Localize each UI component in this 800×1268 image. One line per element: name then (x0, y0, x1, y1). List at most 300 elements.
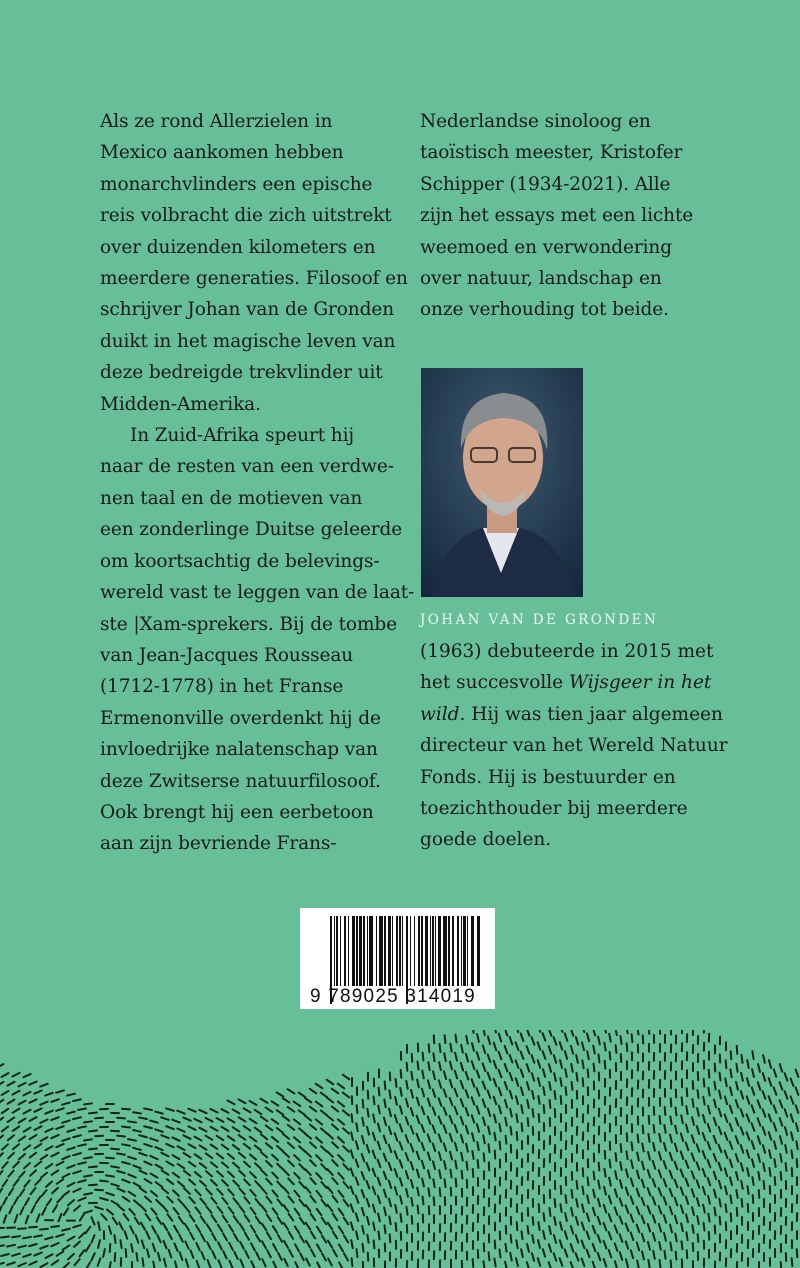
pattern-dash (19, 1154, 25, 1159)
pattern-dash (582, 1030, 585, 1032)
pattern-dash (262, 1206, 267, 1212)
pattern-dash (730, 1124, 733, 1132)
pattern-dash (455, 1053, 457, 1061)
pattern-dash (256, 1217, 261, 1224)
pattern-dash (200, 1163, 206, 1168)
pattern-dash (637, 1189, 640, 1197)
book-title: Wijsgeer in het (569, 672, 712, 694)
pattern-dash (111, 1149, 119, 1150)
pattern-dash (433, 1053, 434, 1061)
pattern-dash (122, 1180, 129, 1183)
pattern-dash (472, 1030, 473, 1033)
pattern-dash (532, 1253, 534, 1261)
pattern-dash (400, 1196, 402, 1204)
pattern-dash (472, 1079, 475, 1087)
pattern-dash (273, 1262, 276, 1268)
pattern-dash (184, 1171, 190, 1176)
pattern-dash (162, 1188, 168, 1193)
pattern-dash (91, 1253, 94, 1260)
pattern-dash (68, 1237, 75, 1241)
pattern-dash (327, 1151, 333, 1157)
pattern-dash (115, 1253, 116, 1261)
pattern-dash (434, 1197, 435, 1205)
pattern-dash (117, 1171, 125, 1173)
pattern-dash (703, 1151, 706, 1158)
pattern-dash (747, 1096, 750, 1104)
pattern-dash (631, 1214, 634, 1221)
pattern-dash (598, 1055, 599, 1063)
pattern-dash (730, 1105, 732, 1113)
pattern-dash (543, 1249, 545, 1257)
pattern-dash (134, 1200, 140, 1205)
pattern-dash (664, 1215, 666, 1223)
pattern-dash (305, 1098, 312, 1103)
pattern-dash (582, 1204, 584, 1212)
pattern-dash (444, 1089, 447, 1097)
pattern-dash (697, 1198, 699, 1206)
pattern-dash (266, 1197, 271, 1203)
pattern-dash (3, 1180, 8, 1186)
pattern-dash (244, 1162, 250, 1167)
pattern-dash (533, 1217, 534, 1225)
pattern-dash (774, 1123, 776, 1131)
pattern-dash (395, 1187, 397, 1195)
pattern-dash (682, 1097, 683, 1105)
pattern-dash (205, 1118, 212, 1122)
pattern-dash (7, 1082, 14, 1086)
pattern-dash (67, 1094, 75, 1096)
pattern-dash (356, 1177, 359, 1184)
pattern-dash (86, 1262, 90, 1268)
pattern-dash (588, 1177, 589, 1185)
pattern-dash (321, 1146, 327, 1152)
pattern-dash (384, 1099, 385, 1107)
pattern-dash (719, 1181, 721, 1189)
pattern-dash (373, 1151, 376, 1159)
pattern-dash (278, 1217, 283, 1224)
pattern-dash (587, 1051, 589, 1059)
dash-pattern-decoration (0, 1030, 800, 1268)
pattern-dash (411, 1162, 413, 1170)
pattern-dash (24, 1127, 31, 1131)
pattern-dash (139, 1117, 147, 1119)
blurb-line: van Jean-Jacques Rousseau (100, 644, 354, 666)
pattern-dash (577, 1181, 578, 1189)
pattern-dash (277, 1110, 284, 1115)
pattern-dash (587, 1232, 590, 1240)
pattern-dash (339, 1262, 343, 1268)
pattern-dash (29, 1099, 36, 1102)
pattern-dash (0, 1189, 2, 1196)
pattern-dash (686, 1106, 687, 1114)
pattern-dash (664, 1197, 667, 1205)
pattern-dash (35, 1179, 41, 1185)
pattern-dash (692, 1153, 695, 1161)
pattern-dash (686, 1214, 688, 1222)
pattern-dash (299, 1164, 305, 1170)
pattern-dash (741, 1109, 744, 1117)
pattern-dash (516, 1060, 519, 1068)
pattern-dash (489, 1252, 490, 1260)
pattern-dash (272, 1101, 279, 1105)
pattern-dash (35, 1162, 41, 1167)
pattern-dash (615, 1171, 617, 1179)
pattern-dash (560, 1240, 562, 1248)
pattern-dash (173, 1190, 179, 1195)
pattern-dash (433, 1107, 436, 1115)
pattern-dash (648, 1170, 650, 1178)
pattern-dash (664, 1251, 665, 1259)
pattern-dash (576, 1073, 577, 1081)
pattern-dash (725, 1186, 727, 1194)
blurb-line: meerdere generaties. Filosoof en (100, 268, 408, 290)
pattern-dash (697, 1090, 698, 1098)
pattern-dash (67, 1130, 75, 1132)
pattern-dash (212, 1233, 216, 1240)
pattern-dash (84, 1175, 92, 1176)
pattern-dash (73, 1099, 81, 1101)
pattern-dash (321, 1093, 328, 1098)
pattern-dash (200, 1145, 207, 1149)
pattern-dash (455, 1071, 457, 1079)
pattern-dash (653, 1251, 654, 1259)
pattern-dash (310, 1089, 317, 1094)
pattern-dash (327, 1169, 332, 1175)
pattern-dash (343, 1128, 349, 1133)
pattern-dash (338, 1155, 344, 1161)
pattern-dash (554, 1235, 556, 1243)
pattern-dash (583, 1078, 584, 1086)
pattern-dash (664, 1161, 667, 1169)
blurb-line: invloedrijke nalatenschap van (100, 739, 378, 761)
pattern-dash (763, 1145, 765, 1153)
pattern-dash (450, 1062, 452, 1070)
pattern-dash (56, 1126, 64, 1129)
pattern-dash (129, 1192, 136, 1196)
pattern-dash (516, 1042, 519, 1050)
pattern-dash (791, 1150, 792, 1158)
pattern-dash (34, 1253, 41, 1256)
pattern-dash (609, 1214, 612, 1222)
pattern-dash (445, 1035, 446, 1043)
pattern-dash (267, 1232, 271, 1239)
pattern-dash (30, 1135, 37, 1139)
pattern-dash (576, 1199, 577, 1207)
pattern-dash (576, 1055, 578, 1063)
pattern-dash (653, 1143, 655, 1151)
pattern-dash (593, 1030, 595, 1035)
pattern-dash (333, 1214, 338, 1221)
pattern-dash (797, 1249, 798, 1257)
pattern-dash (499, 1052, 502, 1060)
pattern-dash (604, 1043, 605, 1051)
pattern-dash (708, 1160, 711, 1168)
pattern-dash (150, 1121, 158, 1123)
pattern-dash (389, 1108, 391, 1116)
author-bio (420, 636, 728, 856)
pattern-dash (317, 1209, 322, 1215)
pattern-dash (653, 1233, 655, 1241)
pattern-dash (212, 1215, 217, 1222)
pattern-dash (80, 1214, 84, 1221)
pattern-dash (117, 1136, 125, 1137)
pattern-dash (13, 1126, 20, 1131)
pattern-dash (422, 1143, 425, 1151)
pattern-dash (550, 1100, 551, 1108)
pattern-dash (74, 1206, 80, 1211)
pattern-dash (322, 1236, 326, 1243)
pattern-dash (467, 1162, 468, 1170)
pattern-dash (299, 1128, 305, 1133)
pattern-dash (332, 1178, 337, 1184)
pattern-dash (521, 1051, 524, 1058)
pattern-dash (34, 1108, 41, 1111)
pattern-dash (98, 1240, 100, 1248)
pattern-dash (201, 1234, 205, 1241)
pattern-dash (792, 1258, 793, 1266)
pattern-dash (632, 1034, 633, 1042)
pattern-dash (155, 1112, 163, 1114)
pattern-dash (29, 1081, 36, 1084)
pattern-dash (428, 1170, 430, 1178)
pattern-dash (239, 1171, 245, 1176)
pattern-dash (615, 1261, 617, 1268)
pattern-dash (752, 1105, 755, 1113)
pattern-dash (736, 1064, 737, 1072)
pattern-dash (539, 1114, 540, 1122)
pattern-dash (14, 1197, 18, 1204)
pattern-dash (62, 1103, 70, 1105)
pattern-dash (769, 1114, 772, 1122)
pattern-dash (511, 1127, 512, 1135)
pattern-dash (692, 1225, 693, 1233)
pattern-dash (505, 1262, 507, 1268)
pattern-dash (67, 1165, 74, 1168)
pattern-dash (200, 1199, 205, 1205)
pattern-dash (362, 1190, 365, 1198)
pattern-dash (444, 1107, 447, 1114)
pattern-dash (14, 1180, 19, 1186)
pattern-dash (527, 1262, 529, 1268)
pattern-dash (406, 1081, 407, 1089)
pattern-dash (736, 1082, 738, 1090)
pattern-dash (267, 1250, 271, 1257)
pattern-dash (178, 1164, 185, 1168)
pattern-dash (693, 1243, 694, 1251)
pattern-dash (626, 1223, 629, 1231)
pattern-dash (338, 1102, 344, 1107)
pattern-dash (362, 1244, 363, 1252)
pattern-dash (561, 1096, 562, 1104)
pattern-dash (681, 1223, 683, 1231)
pattern-dash (328, 1258, 332, 1265)
pattern-dash (41, 1155, 48, 1159)
pattern-dash (730, 1195, 731, 1203)
pattern-dash (373, 1133, 375, 1141)
pattern-dash (190, 1233, 194, 1240)
bio-text: Hij was tien jaar algemeen (465, 703, 723, 725)
pattern-dash (758, 1118, 761, 1126)
pattern-dash (741, 1163, 743, 1171)
pattern-dash (333, 1196, 338, 1202)
pattern-dash (775, 1177, 776, 1185)
pattern-dash (631, 1160, 633, 1168)
pattern-dash (593, 1262, 596, 1268)
pattern-dash (692, 1099, 693, 1107)
pattern-dash (294, 1102, 301, 1107)
pattern-dash (692, 1171, 695, 1179)
pattern-dash (217, 1171, 223, 1176)
pattern-dash (422, 1071, 423, 1079)
pattern-dash (478, 1160, 479, 1168)
pattern-dash (752, 1159, 754, 1167)
pattern-dash (681, 1133, 683, 1141)
pattern-dash (736, 1190, 737, 1198)
pattern-dash (472, 1151, 473, 1159)
pattern-dash (604, 1205, 606, 1213)
pattern-dash (615, 1243, 618, 1251)
pattern-dash (428, 1188, 429, 1196)
pattern-dash (400, 1088, 401, 1096)
pattern-dash (222, 1162, 228, 1167)
pattern-dash (195, 1172, 201, 1177)
pattern-dash (12, 1236, 20, 1237)
pattern-dash (74, 1259, 79, 1265)
pattern-dash (100, 1181, 108, 1182)
pattern-dash (692, 1135, 694, 1143)
pattern-dash (64, 1208, 68, 1215)
pattern-dash (637, 1243, 639, 1251)
pattern-dash (571, 1030, 574, 1036)
pattern-dash (328, 1205, 333, 1211)
pattern-dash (378, 1178, 381, 1186)
pattern-dash (725, 1151, 728, 1159)
pattern-dash (450, 1116, 453, 1124)
pattern-dash (62, 1156, 69, 1159)
pattern-dash (697, 1162, 700, 1169)
pattern-dash (642, 1234, 644, 1242)
pattern-dash (333, 1232, 337, 1239)
pattern-dash (549, 1030, 552, 1036)
pattern-dash (384, 1225, 385, 1233)
pattern-dash (587, 1033, 589, 1041)
pattern-dash (362, 1226, 364, 1234)
pattern-dash (177, 1146, 184, 1150)
pattern-dash (576, 1235, 579, 1243)
pattern-dash (151, 1191, 157, 1196)
pattern-dash (571, 1262, 574, 1268)
pattern-dash (13, 1162, 19, 1168)
pattern-dash (255, 1163, 261, 1168)
pattern-dash (411, 1072, 412, 1080)
pattern-dash (63, 1191, 69, 1196)
pattern-dash (100, 1198, 108, 1200)
pattern-dash (725, 1168, 727, 1176)
pattern-dash (549, 1046, 552, 1054)
pattern-dash (582, 1241, 585, 1249)
blurb-line: naar de resten van een verdwe- (100, 456, 394, 478)
bio-line: toezichthouder bij meerdere (420, 798, 688, 820)
pattern-dash (576, 1253, 579, 1260)
pattern-dash (283, 1152, 289, 1157)
pattern-dash (422, 1161, 424, 1169)
pattern-dash (532, 1235, 534, 1243)
pattern-dash (620, 1180, 622, 1188)
pattern-dash (273, 1226, 277, 1233)
pattern-dash (604, 1169, 605, 1177)
pattern-dash (178, 1199, 183, 1205)
pattern-dash (440, 1044, 441, 1052)
pattern-dash (466, 1072, 469, 1080)
pattern-dash (373, 1115, 375, 1123)
pattern-dash (697, 1216, 698, 1224)
pattern-dash (593, 1190, 595, 1198)
pattern-dash (18, 1101, 25, 1105)
pattern-dash (123, 1197, 130, 1201)
pattern-dash (698, 1234, 699, 1242)
pattern-dash (352, 1114, 353, 1122)
pattern-dash (29, 1261, 36, 1264)
pattern-dash (378, 1124, 380, 1132)
pattern-dash (91, 1217, 94, 1224)
pattern-dash (499, 1124, 500, 1132)
pattern-dash (229, 1261, 232, 1268)
pattern-dash (261, 1170, 267, 1176)
pattern-dash (444, 1125, 447, 1133)
pattern-dash (262, 1223, 266, 1230)
blurb-line: Ook brengt hij een eerbetoon (100, 801, 374, 823)
pattern-dash (484, 1153, 485, 1161)
pattern-dash (368, 1091, 369, 1099)
pattern-dash (74, 1242, 80, 1247)
pattern-dash (332, 1107, 338, 1112)
pattern-dash (30, 1153, 36, 1158)
pattern-dash (461, 1153, 462, 1161)
pattern-dash (2, 1144, 8, 1149)
pattern-dash (752, 1123, 755, 1131)
pattern-dash (211, 1198, 216, 1204)
pattern-dash (549, 1244, 551, 1252)
pattern-dash (306, 1223, 310, 1230)
pattern-dash (374, 1096, 375, 1104)
pattern-dash (428, 1152, 430, 1160)
pattern-dash (499, 1250, 500, 1258)
pattern-dash (593, 1046, 595, 1054)
pattern-dash (631, 1196, 634, 1204)
pattern-dash (84, 1139, 92, 1140)
pattern-dash (133, 1148, 141, 1150)
pattern-dash (428, 1116, 431, 1124)
pattern-dash (233, 1127, 240, 1131)
pattern-dash (229, 1243, 233, 1250)
pattern-dash (538, 1222, 539, 1230)
pattern-dash (4, 1215, 7, 1223)
pattern-dash (0, 1153, 3, 1159)
pattern-dash (741, 1055, 742, 1063)
pattern-dash (378, 1214, 380, 1222)
pattern-dash (180, 1252, 183, 1260)
pattern-dash (228, 1154, 234, 1159)
pattern-dash (217, 1189, 222, 1195)
pattern-dash (587, 1195, 589, 1203)
pattern-dash (598, 1181, 599, 1189)
pattern-dash (703, 1223, 704, 1231)
pattern-dash (133, 1130, 141, 1132)
pattern-dash (351, 1204, 354, 1212)
pattern-dash (642, 1198, 645, 1206)
pattern-dash (785, 1073, 788, 1081)
pattern-dash (455, 1089, 458, 1097)
